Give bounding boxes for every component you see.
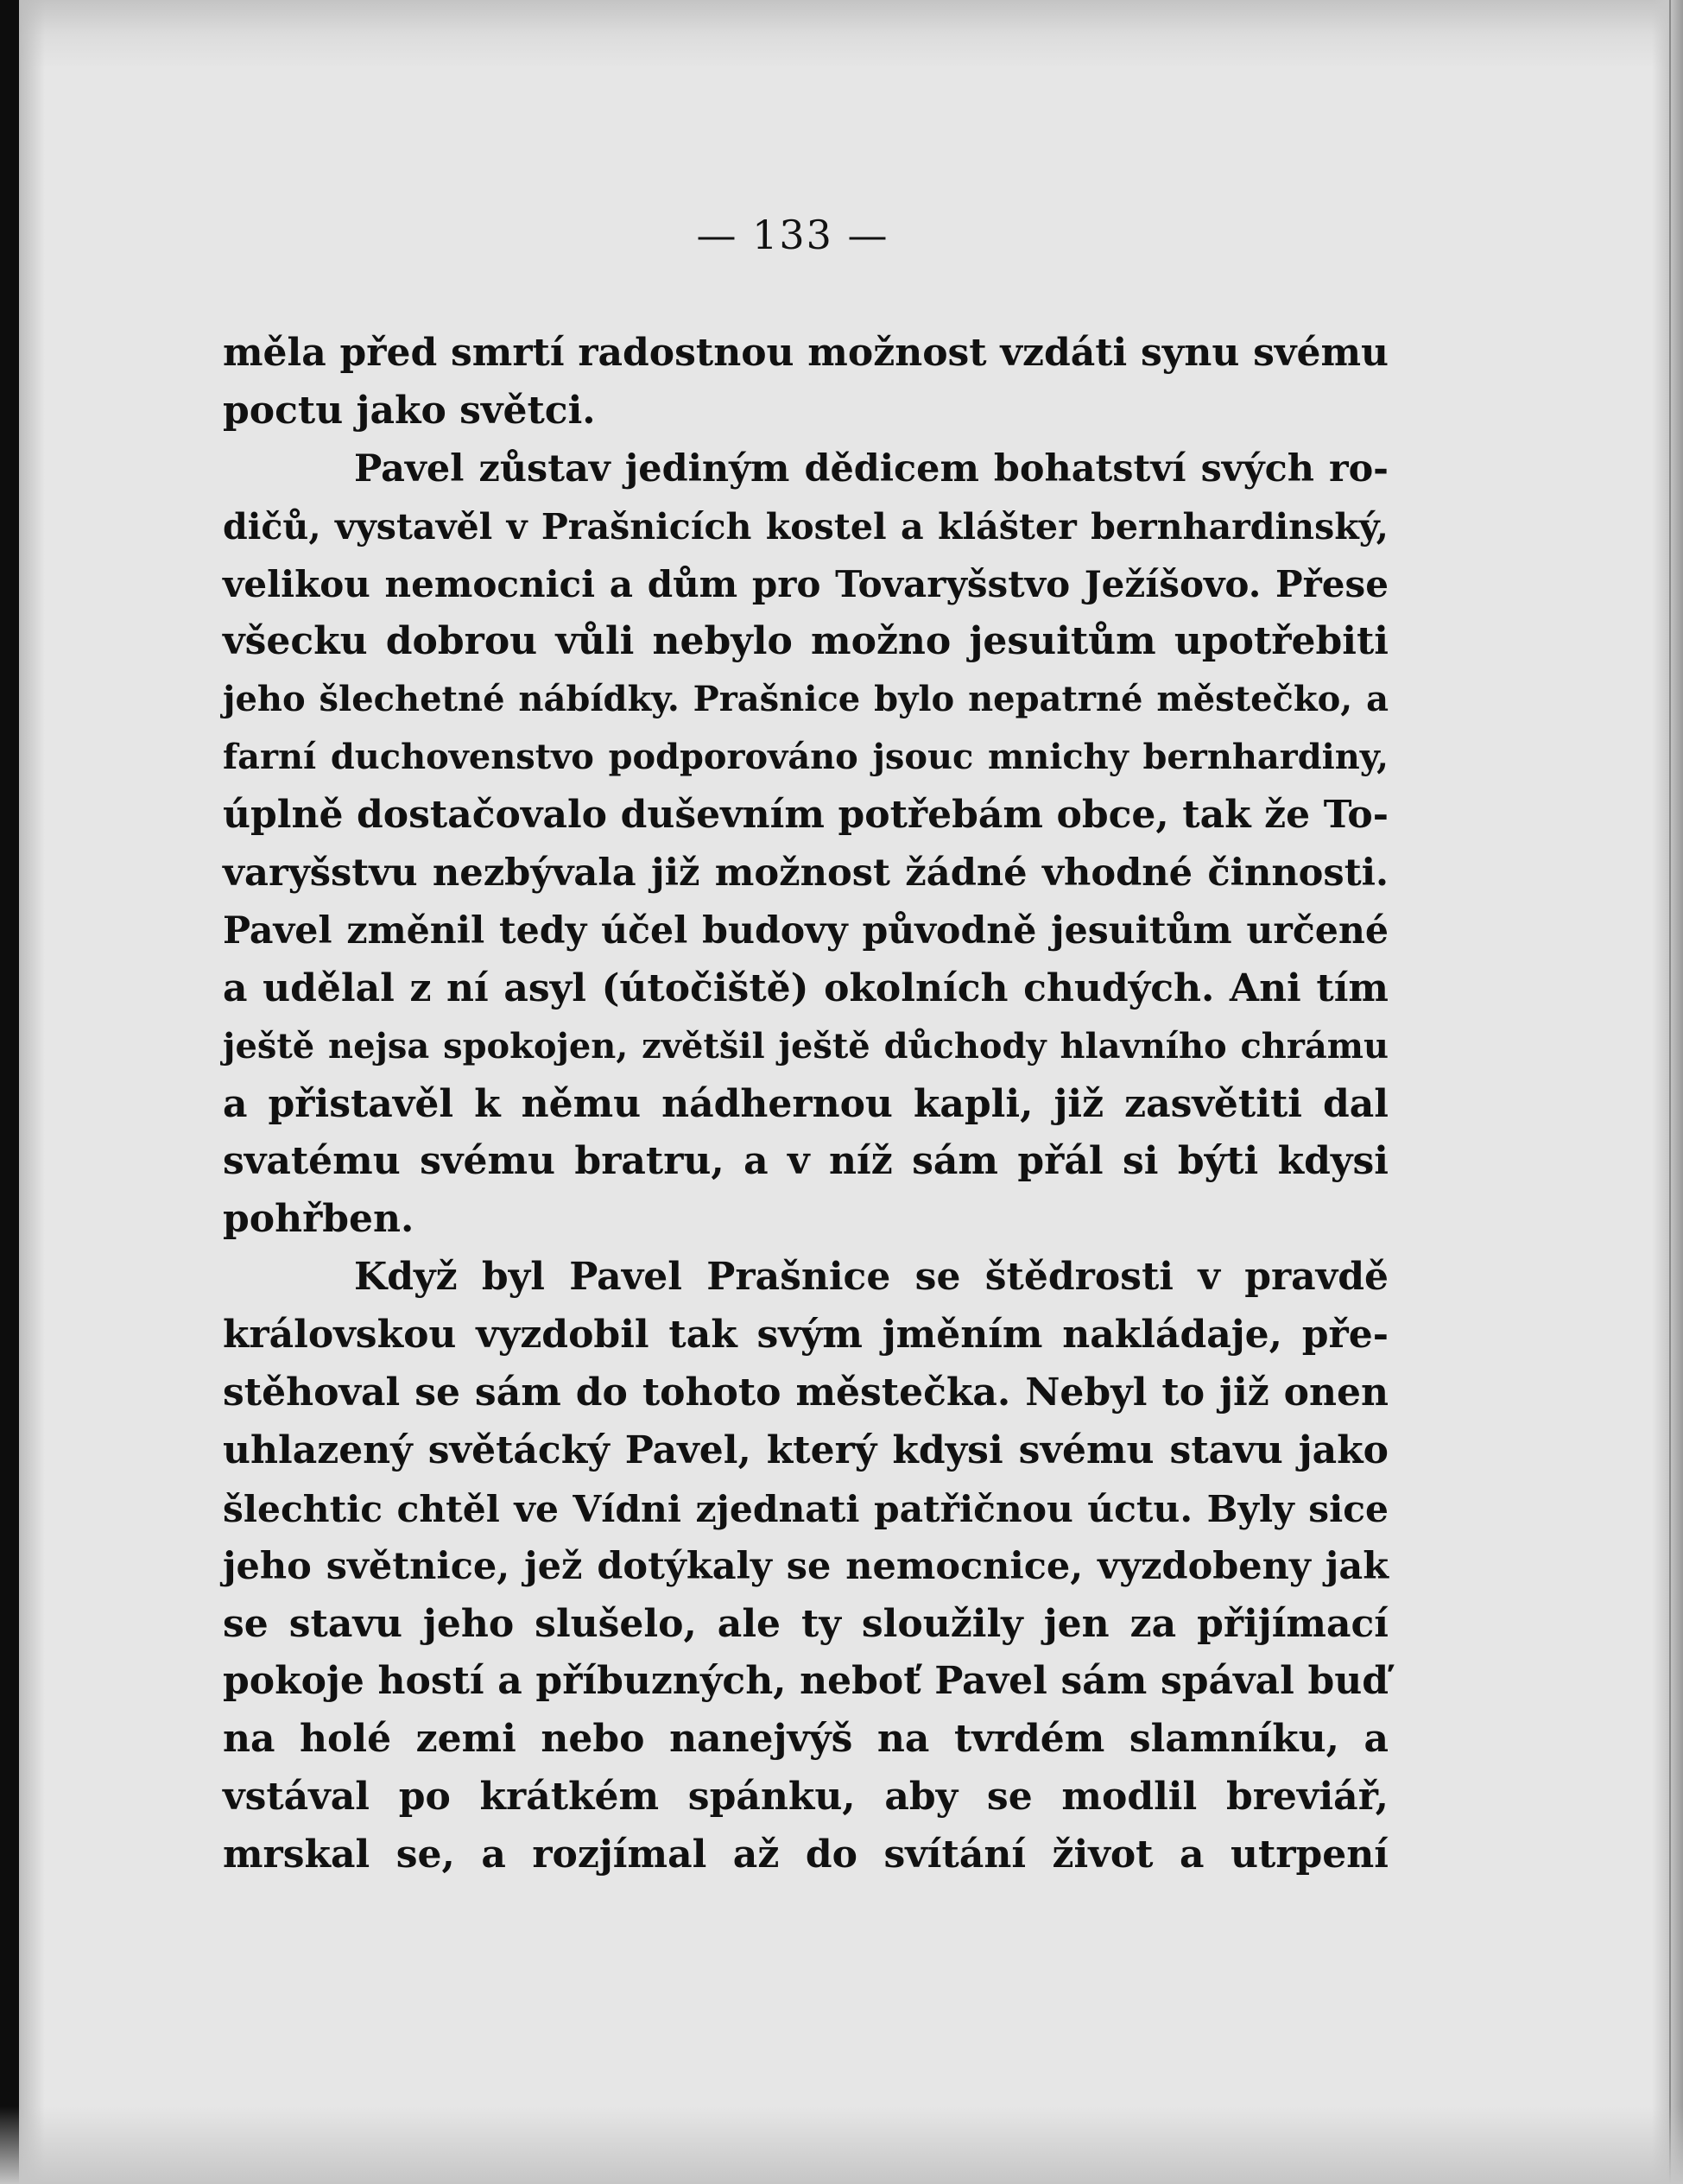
- text-line: uhlazený světácký Pavel, který kdysi svému stavu jako: [223, 1428, 1389, 1472]
- text-line: jeho šlechetné nábídky. Prašnice bylo nepatrné městečko, a: [223, 679, 1389, 720]
- text-line: varyšstvu nezbývala již možnost žádné vhodné činnosti.: [223, 851, 1389, 896]
- text-line: poctu jako světci.: [223, 388, 596, 433]
- text-line: stěhoval se sám do tohoto městečka. Nebyl to již onen: [223, 1371, 1389, 1415]
- text-line: na holé zemi nebo nanejvýš na tvrdém slamníku, a: [223, 1717, 1389, 1762]
- text-line: mrskal se, a rozjímal až do svítání život a utrpení: [223, 1833, 1389, 1877]
- text-line: svatému svému bratru, a v níž sám přál si býti kdysi: [223, 1139, 1389, 1184]
- text-line: Když byl Pavel Prašnice se štědrosti v pravdě: [354, 1255, 1389, 1300]
- page-number: — 133 —: [696, 212, 889, 258]
- page-edge-top: [0, 0, 1683, 69]
- text-line: pohřben.: [223, 1197, 414, 1242]
- text-line: a přistavěl k němu nádhernou kapli, již zasvětiti dal: [223, 1081, 1389, 1126]
- text-line: královskou vyzdobil tak svým jměním nakládaje, pře-: [223, 1313, 1389, 1358]
- text-line: jeho světnice, jež dotýkaly se nemocnice, vyzdobeny jak: [223, 1544, 1389, 1588]
- text-line: se stavu jeho slušelo, ale ty sloužily jen za přijímací: [223, 1601, 1389, 1646]
- book-binding-edge: [0, 0, 19, 2184]
- text-line: všecku dobrou vůli nebylo možno jesuitům upotřebiti: [223, 619, 1389, 664]
- text-line: pokoje hostí a příbuzných, neboť Pavel sám spával buď: [223, 1659, 1389, 1704]
- page-edge-bottom: [0, 2106, 1683, 2184]
- text-line: Pavel zůstav jediným dědicem bohatství svých ro-: [354, 446, 1389, 491]
- text-line: ještě nejsa spokojen, zvětšil ještě důchody hlavního chrámu: [223, 1026, 1389, 1067]
- text-line: a udělal z ní asyl (útočiště) okolních chudých. Ani tím: [223, 965, 1389, 1010]
- text-line: dičů, vystavěl v Prašnicích kostel a klášter bernhardinský,: [223, 504, 1389, 548]
- text-line: velikou nemocnici a dům pro Tovaryšstvo Ježíšovo. Přese: [223, 562, 1389, 605]
- page-edge-right-line: [1669, 0, 1671, 2184]
- text-line: úplně dostačovalo duševním potřebám obce, tak že To-: [223, 793, 1389, 838]
- text-line: Pavel změnil tedy účel budovy původně jesuitům určené: [223, 908, 1389, 953]
- body-text: [223, 325, 1389, 1884]
- page-edge-right: [1652, 0, 1683, 2184]
- text-line: měla před smrtí radostnou možnost vzdáti synu svému: [223, 331, 1389, 375]
- text-line: šlechtic chtěl ve Vídni zjednati patřičnou úctu. Byly sice: [223, 1486, 1389, 1530]
- text-line: vstával po krátkém spánku, aby se modlil breviář,: [223, 1775, 1389, 1820]
- binding-shadow: [19, 0, 45, 2184]
- text-line: farní duchovenstvo podporováno jsouc mnichy bernhardiny,: [223, 737, 1389, 778]
